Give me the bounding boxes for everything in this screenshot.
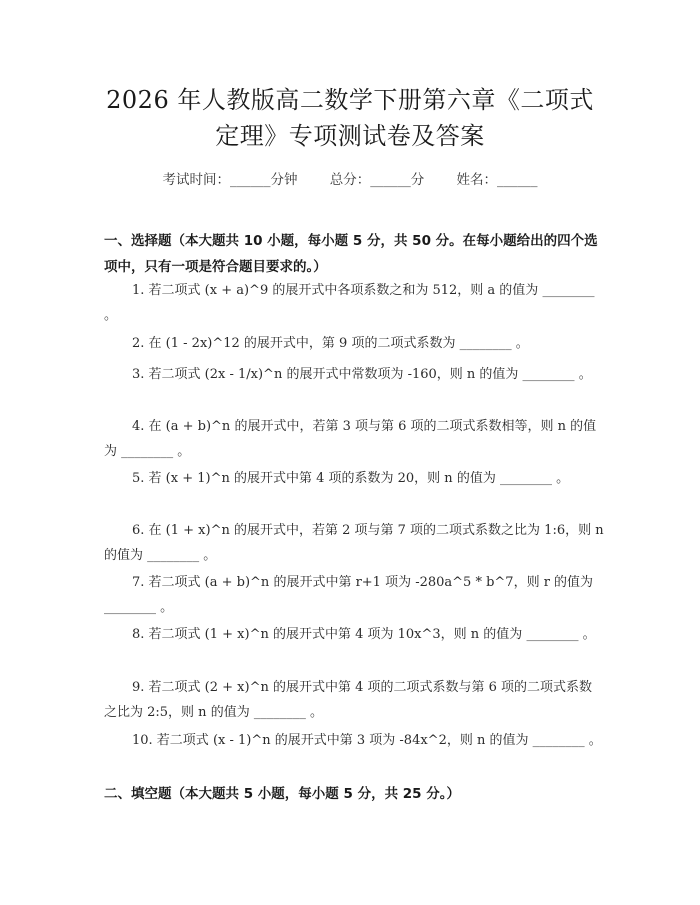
exam-name: 姓名：______	[456, 172, 538, 188]
question-7: 7. 若二项式 (a + b)^n 的展开式中第 r+1 项为 -280a^5 * b^7，则 r 的值为 ________ 。	[104, 575, 594, 615]
question-3: 3. 若二项式 (2x - 1/x)^n 的展开式中常数项为 -160，则 n 的值为 ________ 。	[132, 367, 592, 382]
question-1: 1. 若二项式 (x + a)^9 的展开式中各项系数之和为 512，则 a 的值为 ________ 。	[104, 283, 595, 323]
title-line-2: 定理》专项测试卷及答案	[215, 122, 485, 150]
question-8: 8. 若二项式 (1 + x)^n 的展开式中第 4 项为 10x^3，则 n 的值为 ________ 。	[132, 627, 596, 642]
question-6: 6. 在 (1 + x)^n 的展开式中，若第 2 项与第 7 项的二项式系数之比为 1:6，则 n 的值为 ________ 。	[104, 523, 604, 563]
question-2: 2. 在 (1 - 2x)^12 的展开式中，第 9 项的二项式系数为 ________ 。	[132, 336, 529, 351]
question-9: 9. 若二项式 (2 + x)^n 的展开式中第 4 项的二项式系数与第 6 项的二项式系数之比为 2:5，则 n 的值为 ________ 。	[104, 680, 593, 720]
section-heading-choice: 一、选择题（本大题共 10 小题，每小题 5 分，共 50 分。在每小题给出的四个选项中，只有一项是符合题目要求的。）	[104, 233, 598, 275]
title-line-1: 2026 年人教版高二数学下册第六章《二项式	[106, 86, 594, 114]
section-heading-fill-blank: 二、填空题（本大题共 5 小题，每小题 5 分，共 25 分。）	[104, 786, 461, 802]
question-10: 10. 若二项式 (x - 1)^n 的展开式中第 3 项为 -84x^2，则 n 的值为 ________ 。	[132, 733, 602, 748]
exam-total-score: 总分：______分	[329, 172, 425, 188]
exam-info	[0, 168, 700, 188]
document-title	[60, 82, 640, 154]
question-5: 5. 若 (x + 1)^n 的展开式中第 4 项的系数为 20，则 n 的值为 ________ 。	[132, 471, 570, 486]
exam-time: 考试时间：______分钟	[162, 172, 298, 188]
question-4: 4. 在 (a + b)^n 的展开式中，若第 3 项与第 6 项的二项式系数相等，则 n 的值为 ________ 。	[104, 419, 597, 459]
